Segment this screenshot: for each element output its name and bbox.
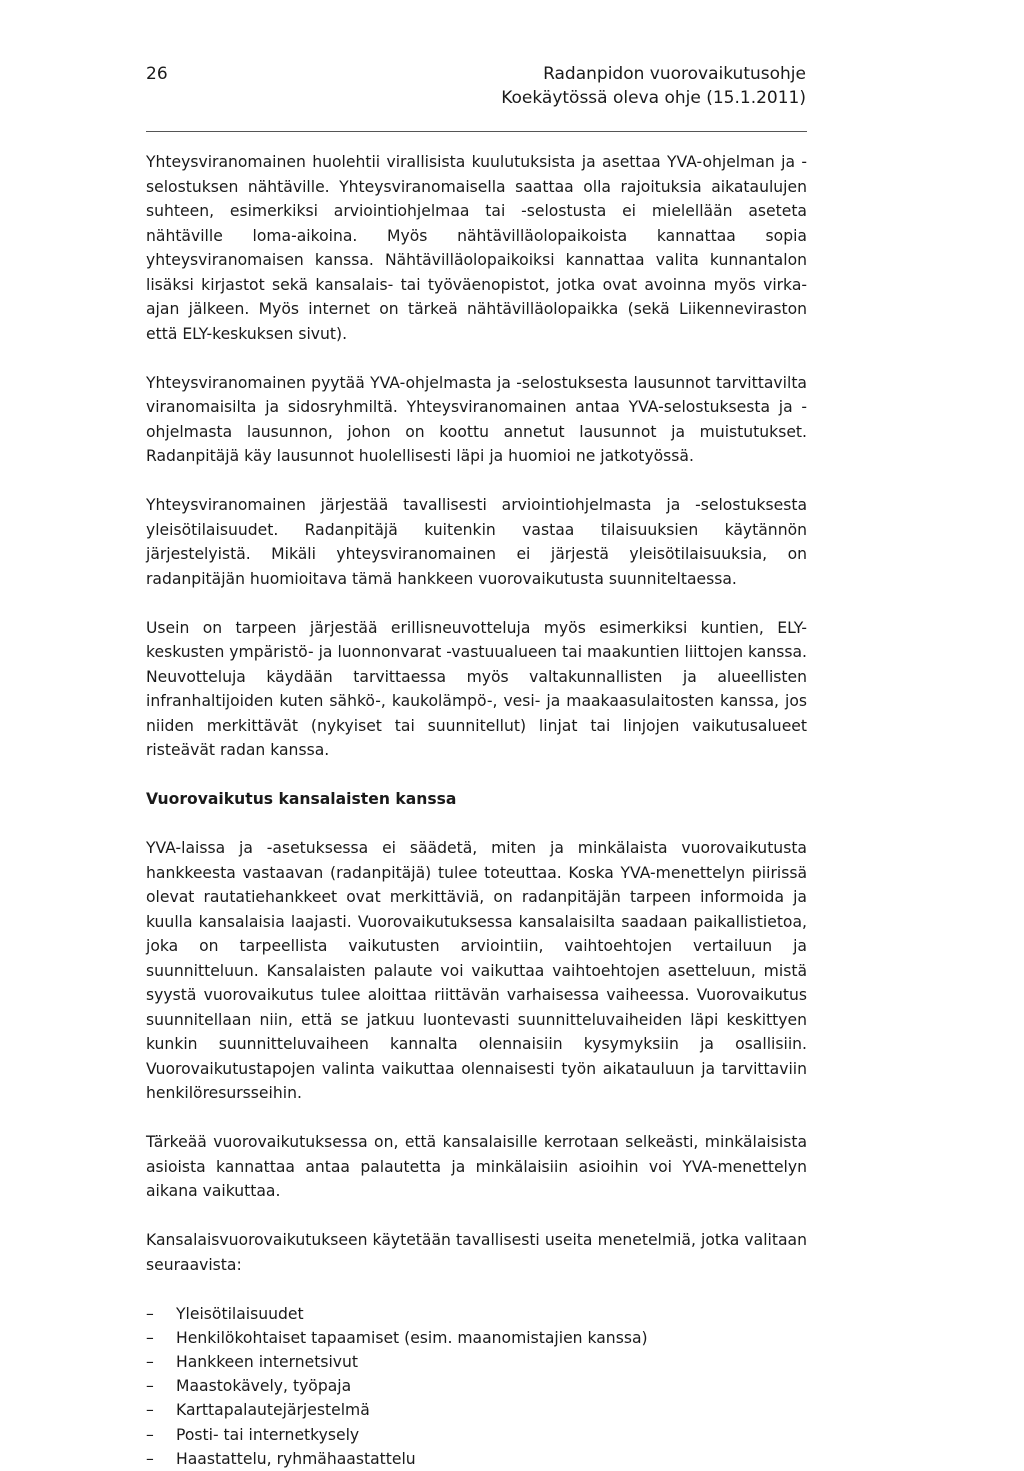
list-item-text: Posti- tai internetkysely: [176, 1425, 360, 1444]
document-title: Radanpidon vuorovaikutusohje: [543, 64, 806, 84]
running-head: [501, 62, 806, 110]
dash-bullet: –: [146, 1304, 154, 1323]
list-item: [146, 1350, 807, 1374]
list-item-text: Hankkeen internetsivut: [176, 1352, 359, 1371]
list-item: [146, 1423, 807, 1447]
body-text: [146, 150, 807, 1471]
dash-bullet: –: [146, 1352, 154, 1371]
dash-bullet: –: [146, 1328, 154, 1347]
paragraph: Usein on tarpeen järjestää erillisneuvotteluja myös esimerkiksi kuntien, ELY-keskusten ympäristö- ja luonnonvarat -vastuualueen tai maakuntien liittojen kanssa. Neuvotteluja käydään tarvittaessa myös valtakunnallisten ja alueellisten infranhaltijoiden kuten sähkö-, kaukolämpö-, vesi- ja maakaasulaitosten kanssa, jos niiden merkittävät (nykyiset tai suunnitellut) linjat tai linjojen vaikutusalueet risteävät radan kanssa.: [146, 618, 807, 759]
list-item-text: Karttapalautejärjestelmä: [176, 1401, 370, 1420]
document-subtitle: Koekäytössä oleva ohje (15.1.2011): [501, 88, 806, 108]
dash-bullet: –: [146, 1425, 154, 1444]
paragraph: YVA-laissa ja -asetuksessa ei säädetä, miten ja minkälaista vuorovaikutusta hankkeesta vastaavan (radanpitäjä) tulee toteuttaa. Koska YVA-menettelyn piirissä olevat rautatiehankkeet ovat merkittäviä, on radanpitäjän tarpeen informoida ja kuulla kansalaisia laajasti. Vuorovaikutuksessa kansalaisilta saadaan paikallistietoa, joka on tarpeellista vaikutusten arviointiin, vaihtoehtojen vertailuun ja suunnitteluun. Kansalaisten palaute voi vaikuttaa vaihtoehtojen asetteluun, mistä syystä vuorovaikutus tulee aloittaa riittävän varhaisessa vaiheessa. Vuorovaikutus suunnitellaan niin, että se jatkuu luontevasti suunnitteluvaiheiden läpi keskittyen kunkin suunnitteluvaiheen kannalta olennaisiin kysymyksiin ja osallisiin. Vuorovaikutustapojen valinta vaikuttaa olennaisesti työn aikatauluun ja tarvittaviin henkilöresursseihin.: [146, 839, 807, 1102]
list-item: [146, 1302, 807, 1326]
paragraph: Yhteysviranomainen huolehtii virallisista kuulutuksista ja asettaa YVA-ohjelman ja -selostuksen nähtäville. Yhteysviranomaisella saattaa olla rajoituksia aikataulujen suhteen, esimerkiksi arviointiohjelmaa tai -selostusta ei mielellään aseteta nähtäville loma-aikoina. Myös nähtävilläolopaikoista kannattaa sopia yhteysviranomaisen kanssa. Nähtävilläolopaikoiksi kannattaa valita kunnantalon lisäksi kirjastot sekä kansalais- tai työväenopistot, jotka ovat avoinna myös virka-ajan jälkeen. Myös internet on tärkeä nähtävilläolopaikka (sekä Liikenneviraston että ELY-keskuksen sivut).: [146, 153, 807, 343]
list-item: [146, 1326, 807, 1350]
paragraph: Yhteysviranomainen järjestää tavallisesti arviointiohjelmasta ja -selostuksesta yleisötilaisuudet. Radanpitäjä kuitenkin vastaa tilaisuuksien käytännön järjestelyistä. Mikäli yhteysviranomainen ei järjestä yleisötilaisuuksia, on radanpitäjän huomioitava tämä hankkeen vuorovaikutusta suunniteltaessa.: [146, 496, 807, 588]
list-item: [146, 1374, 807, 1398]
paragraph: Yhteysviranomainen pyytää YVA-ohjelmasta ja -selostuksesta lausunnot tarvittavilta viranomaisilta ja sidosryhmiltä. Yhteysviranomainen antaa YVA-selostuksesta ja -ohjelmasta lausunnon, johon on koottu annetut lausunnot ja muistutukset. Radanpitäjä käy lausunnot huolellisesti läpi ja huomioi ne jatkotyössä.: [146, 373, 807, 465]
section-heading: Vuorovaikutus kansalaisten kanssa: [146, 790, 457, 808]
page-number: 26: [146, 64, 168, 84]
paragraph: Kansalaisvuorovaikutukseen käytetään tavallisesti useita menetelmiä, jotka valitaan seuraavista:: [146, 1231, 807, 1274]
header-divider: [146, 131, 807, 132]
list-item: [146, 1398, 807, 1422]
dash-bullet: –: [146, 1377, 154, 1396]
method-list: [146, 1302, 807, 1471]
dash-bullet: –: [146, 1401, 154, 1420]
list-item-text: Haastattelu, ryhmähaastattelu: [176, 1449, 416, 1468]
dash-bullet: –: [146, 1449, 154, 1468]
list-item-text: Henkilökohtaiset tapaamiset (esim. maanomistajien kanssa): [176, 1328, 648, 1347]
list-item-text: Yleisötilaisuudet: [176, 1304, 304, 1323]
list-item-text: Maastokävely, työpaja: [176, 1377, 352, 1396]
paragraph: Tärkeää vuorovaikutuksessa on, että kansalaisille kerrotaan selkeästi, minkälaisista asioista kannattaa antaa palautetta ja minkälaisiin asioihin voi YVA-menettelyn aikana vaikuttaa.: [146, 1133, 807, 1200]
list-item: [146, 1447, 807, 1471]
